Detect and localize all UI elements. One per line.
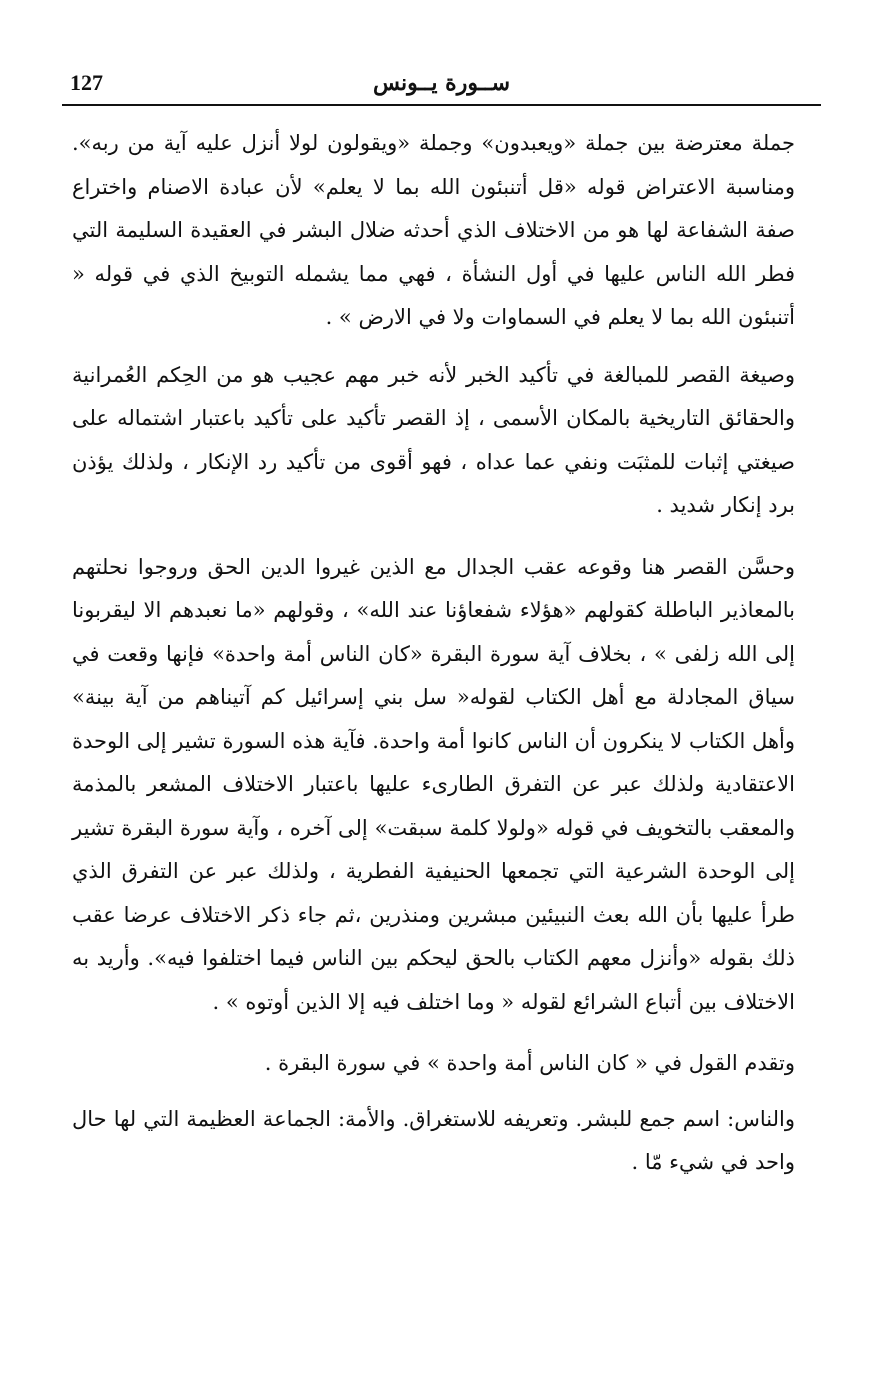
page-number: 127	[70, 70, 103, 95]
paragraph-3: وحسَّن القصر هنا وقوعه عقب الجدال مع الذين غيروا الدين الحق وروجوا نحلتهم بالمعاذير الباطلة كقولهم «هؤلاء شفعاؤنا عند الله» ، وقولهم «ما نعبدهم الا ليقربونا إلى الله زلفى » ، بخلاف آية سورة البقرة «كان الناس أمة واحدة» فإنها وقعت في سياق المجادلة مع أهل الكتاب لقوله« سل بني إسرائيل كم آتيناهم من آية بينة» وأهل الكتاب لا ينكرون أن الناس كانوا أمة واحدة. فآية هذه السورة تشير إلى الوحدة الاعتقادية ولذلك عبر عن التفرق الطارىء عليها باعتبار الاختلاف المشعر بالمذمة والمعقب بالتخويف في قوله «ولولا كلمة سبقت» إلى آخره ، وآية سورة البقرة تشير إلى الوحدة الشرعية التي تجمعها الحنيفية الفطرية ، ولذلك عبر عن التفرق الذي طرأ عليها بأن الله بعث النبيئين مبشرين ومنذرين ،ثم جاء ذكر الاختلاف عرضا عقب ذلك بقوله «وأنزل معهم الكتاب بالحق ليحكم بين الناس فيما اختلفوا فيه». وأريد به الاختلاف بين أتباع الشرائع لقوله « وما اختلف فيه إلا الذين أوتوه » .	[72, 554, 795, 1014]
running-title: ســورة يــونس	[372, 70, 511, 96]
page-header	[62, 62, 821, 106]
paragraph-4: وتقدم القول في « كان الناس أمة واحدة » في سورة البقرة .	[264, 1051, 795, 1075]
paragraph-1: جملة معترضة بين جملة «ويعبدون» وجملة «ويقولون لولا أنزل عليه آية من ربه». ومناسبة الاعتراض قوله «قل أتنبئون الله بما لا يعلم» لأن عبادة الاصنام واختراع صفة الشفاعة لها هو من الاختلاف الذي أحدثه ضلال البشر في العقيدة السليمة التي فطر الله الناس عليها في أول النشأة ، فهي مما يشمله التوبيخ الذي في قوله « أتنبئون الله بما لا يعلم في السماوات ولا في الارض » .	[72, 131, 795, 329]
paragraph-2: وصيغة القصر للمبالغة في تأكيد الخبر لأنه خبر مهم عجيب هو من الحِكم العُمرانية والحقائق التاريخية بالمكان الأسمى ، إذ القصر تأكيد على تأكيد باعتبار اشتماله على صيغتي إثبات للمثبَت ونفي عما عداه ، فهو أقوى من تأكيد رد الإنكار ، ولذلك يؤذن برد إنكار شديد .	[72, 362, 795, 517]
body-text	[72, 122, 795, 1185]
paragraph-5: والناس: اسم جمع للبشر. وتعريفه للاستغراق. والأمة: الجماعة العظيمة التي لها حال واحد في شيء مّا .	[72, 1106, 795, 1174]
